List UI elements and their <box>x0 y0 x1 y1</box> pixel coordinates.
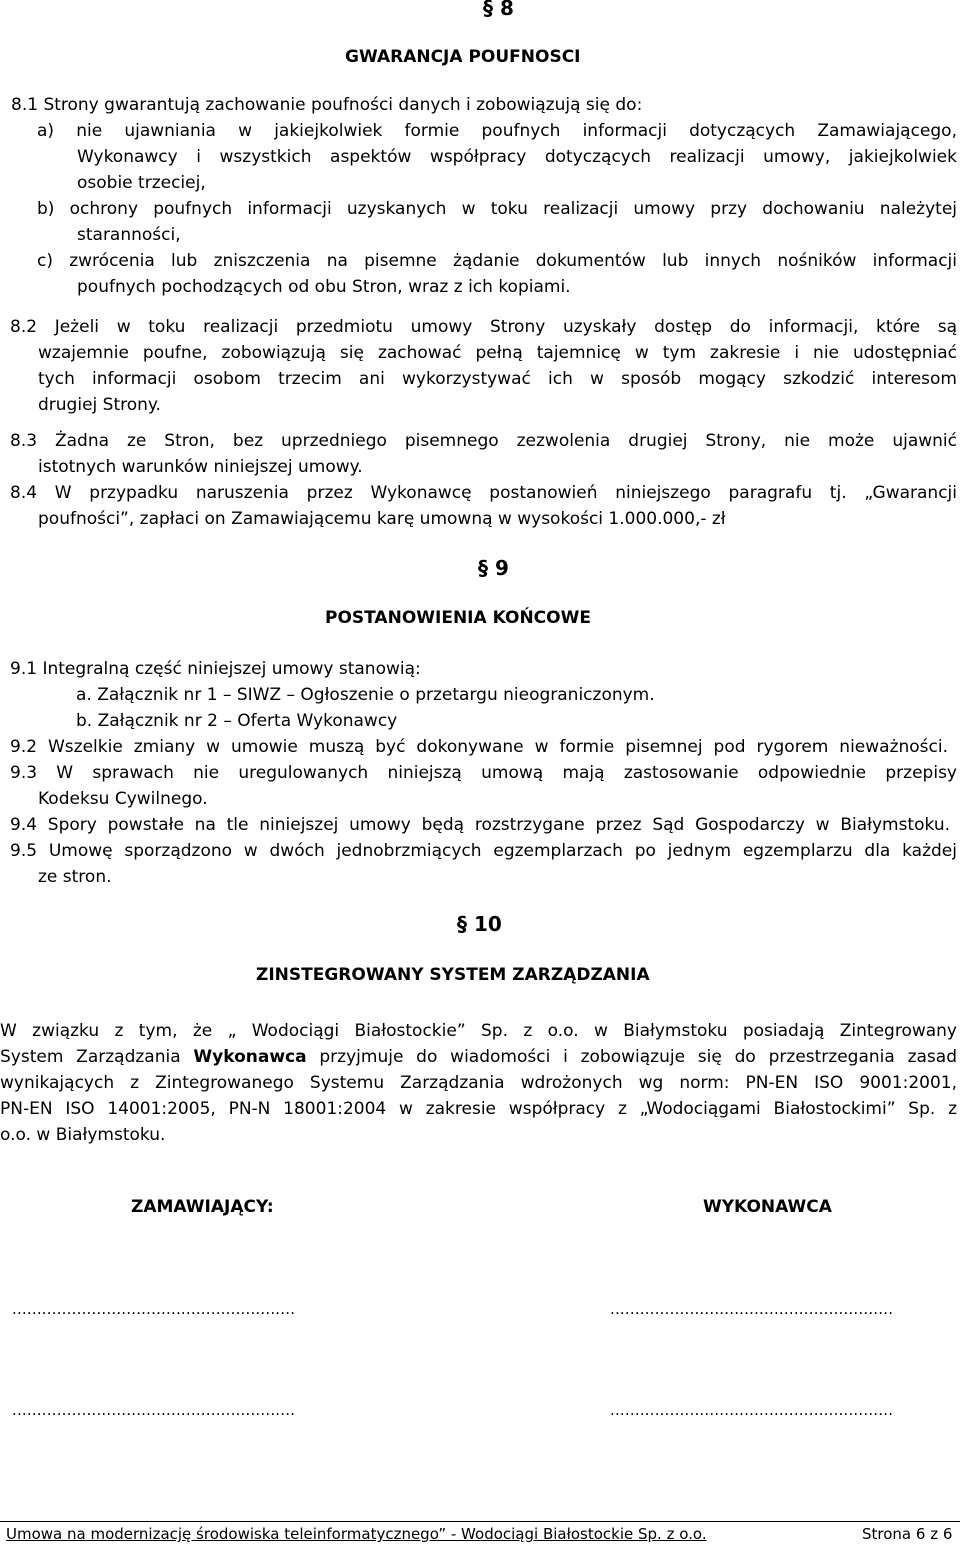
item-9-1-a: a. Załącznik nr 1 – SIWZ – Ogłoszenie o przetargu nieograniczonym. <box>76 685 655 705</box>
paragraph-8-3 <box>10 428 957 480</box>
paragraph-9-2: 9.2 Wszelkie zmiany w umowie muszą być dokonywane w formie pisemnej pod rygorem nieważności. <box>10 737 948 757</box>
section-8-title: GWARANCJA POUFNOSCI <box>345 47 581 67</box>
footer-page-number: Strona 6 z 6 <box>862 1525 953 1543</box>
signature-line-client-1: ......................................................... <box>12 1300 296 1318</box>
item-8-1-a-line3: osobie trzeciej, <box>77 173 206 193</box>
contractor-emphasis: Wykonawca <box>193 1047 307 1067</box>
section-8-number: § 8 <box>483 0 514 20</box>
item-8-1-c-line1: c) zwrócenia lub zniszczenia na pisemne żądanie dokumentów lub innych nośników informacji <box>37 251 957 271</box>
paragraph-10-line3: wynikających z Zintegrowanego Systemu Zarządzania wdrożonych wg norm: PN-EN ISO 9001:2001, <box>0 1073 957 1093</box>
section-10-number: § 10 <box>457 912 502 936</box>
paragraph-9-4: 9.4 Spory powstałe na tle niniejszej umowy będą rozstrzygane przez Sąd Gospodarczy w Białymstoku. <box>10 815 950 835</box>
signature-line-contractor-1: ......................................................... <box>610 1300 894 1318</box>
paragraph-8-2-line3: tych informacji osobom trzecim ani wykorzystywać ich w sposób mogący szkodzić interesom <box>38 369 957 389</box>
section-9-body <box>10 656 957 890</box>
section-8-body <box>10 92 957 300</box>
paragraph-9-5-line2: ze stron. <box>38 867 112 887</box>
paragraph-8-4-line1: 8.4 W przypadku naruszenia przez Wykonawcę postanowień niniejszego paragrafu tj. „Gwarancji <box>10 483 957 503</box>
paragraph-8-2-line4: drugiej Strony. <box>38 395 161 415</box>
signature-label-client: ZAMAWIAJĄCY: <box>131 1197 274 1217</box>
paragraph-10-line2-rest: przyjmuje do wiadomości i zobowiązuje się do przestrzegania zasad <box>306 1047 957 1067</box>
item-9-1-b: b. Załącznik nr 2 – Oferta Wykonawcy <box>76 711 398 731</box>
paragraph-8-2-line1: 8.2 Jeżeli w toku realizacji przedmiotu umowy Strony uzyskały dostęp do informacji, które są <box>10 317 957 337</box>
item-8-1-a-line2: Wykonawcy i wszystkich aspektów współpracy dotyczących realizacji umowy, jakiejkolwiek <box>77 147 957 167</box>
section-10-title: ZINSTEGROWANY SYSTEM ZARZĄDZANIA <box>256 965 650 985</box>
item-8-1-a-line1: a) nie ujawniania w jakiejkolwiek formie poufnych informacji dotyczących Zamawiającego, <box>37 121 957 141</box>
paragraph-10-line5: o.o. w Białymstoku. <box>0 1125 166 1145</box>
signature-label-contractor: WYKONAWCA <box>703 1197 832 1217</box>
paragraph-8-4 <box>10 480 957 532</box>
paragraph-10-line2-text: System Zarządzania <box>0 1047 194 1067</box>
item-8-1-b-line2: staranności, <box>77 225 181 245</box>
paragraph-9-3-line1: 9.3 W sprawach nie uregulowanych niniejszą umową mają zastosowanie odpowiednie przepisy <box>10 763 957 783</box>
paragraph-8-3-line2: istotnych warunków niniejszej umowy. <box>38 457 363 477</box>
paragraph-8-3-line1: 8.3 Żadna ze Stron, bez uprzedniego pisemnego zezwolenia drugiej Strony, nie może ujawnić <box>10 431 957 451</box>
paragraph-9-1: 9.1 Integralną część niniejszej umowy stanowią: <box>10 659 421 679</box>
signature-line-client-2: ......................................................... <box>12 1401 296 1419</box>
signature-line-contractor-2: ......................................................... <box>610 1401 894 1419</box>
section-9-number: § 9 <box>478 556 509 580</box>
paragraph-9-3-line2: Kodeksu Cywilnego. <box>38 789 208 809</box>
paragraph-9-5-line1: 9.5 Umowę sporządzono w dwóch jednobrzmiących egzemplarzach po jednym egzemplarzu dla każdej <box>10 841 957 861</box>
paragraph-10-line2 <box>0 1044 957 1070</box>
section-10-body <box>0 1018 957 1148</box>
paragraph-10-line4: PN-EN ISO 14001:2005, PN-N 18001:2004 w zakresie współpracy z „Wodociągami Białostockimi” Sp. z <box>0 1099 957 1119</box>
section-9-title: POSTANOWIENIA KOŃCOWE <box>325 608 591 628</box>
item-8-1-b-line1: b) ochrony poufnych informacji uzyskanych w toku realizacji umowy przy dochowaniu należytej <box>37 199 957 219</box>
paragraph-10-line1: W związku z tym, że „ Wodociągi Białostockie” Sp. z o.o. w Białymstoku posiadają Zintegrowany <box>0 1021 957 1041</box>
paragraph-8-1: 8.1 Strony gwarantują zachowanie poufności danych i zobowiązują się do: <box>11 95 643 115</box>
footer-rule <box>0 1521 960 1522</box>
item-8-1-c-line2: poufnych pochodzących od obu Stron, wraz z ich kopiami. <box>77 277 571 297</box>
paragraph-8-2 <box>10 314 957 418</box>
paragraph-8-4-line2: poufności”, zapłaci on Zamawiającemu karę umowną w wysokości 1.000.000,- zł <box>38 509 726 529</box>
footer-document-title: Umowa na modernizację środowiska teleinformatycznego” - Wodociągi Białostockie Sp. z o.o. <box>6 1525 707 1543</box>
paragraph-8-2-line2: wzajemnie poufne, zobowiązują się zachować pełną tajemnicę w tym zakresie i nie udostępniać <box>38 343 957 363</box>
